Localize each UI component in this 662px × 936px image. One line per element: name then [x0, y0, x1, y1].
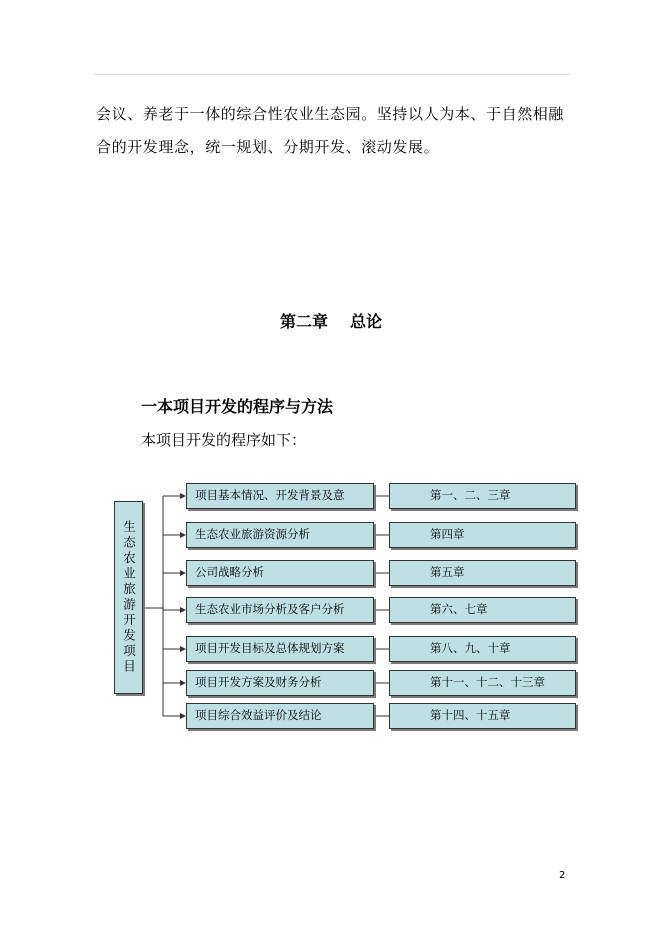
page-number: 2: [559, 870, 566, 881]
chapter-box: [389, 636, 576, 662]
step-box: [186, 670, 374, 696]
paragraph-line: 会议、养老于一体的综合性农业生态园。坚持以人为本、于自然相融: [96, 105, 565, 123]
step-box: [186, 597, 374, 623]
paragraph-line: 合的开发理念，统一规划、分期开发、滚动发展。: [96, 138, 440, 156]
section-intro: 本项目开发的程序如下：: [141, 431, 307, 449]
flowchart-root-label: 生态农业旅游开发项目: [121, 520, 137, 675]
step-box: [186, 522, 374, 548]
chapter-ref: 第五章: [430, 565, 465, 580]
chapter-ref: 第十一、十二、十三章: [430, 675, 545, 690]
chapter-number: 第二章: [279, 312, 328, 331]
step-label: 项目综合效益评价及结论: [195, 708, 322, 723]
step-box: [186, 483, 374, 509]
chapter-box: [389, 703, 576, 729]
chapter-ref: 第一、二、三章: [430, 488, 511, 503]
step-label: 生态农业市场分析及客户分析: [195, 602, 345, 617]
chapter-box: [389, 597, 576, 623]
chapter-ref: 第八、九、十章: [430, 641, 511, 656]
chapter-box: [389, 483, 576, 509]
step-box: [186, 560, 374, 586]
chapter-ref: 第十四、十五章: [430, 708, 511, 723]
step-label: 项目基本情况、开发背景及意: [195, 488, 345, 503]
step-label: 项目开发方案及财务分析: [195, 675, 322, 690]
chapter-box: [389, 522, 576, 548]
chapter-ref: 第四章: [430, 527, 465, 542]
chapter-box: [389, 560, 576, 586]
step-box: [186, 636, 374, 662]
chapter-box: [389, 670, 576, 696]
step-label: 生态农业旅游资源分析: [195, 527, 310, 542]
chapter-ref: 第六、七章: [430, 602, 488, 617]
flowchart-root-box: [114, 501, 143, 694]
chapter-name: 总论: [350, 312, 383, 331]
step-label: 项目开发目标及总体规划方案: [195, 641, 345, 656]
step-box: [186, 703, 374, 729]
step-label: 公司战略分析: [195, 565, 264, 580]
section-heading: 一本项目开发的程序与方法: [141, 397, 334, 416]
